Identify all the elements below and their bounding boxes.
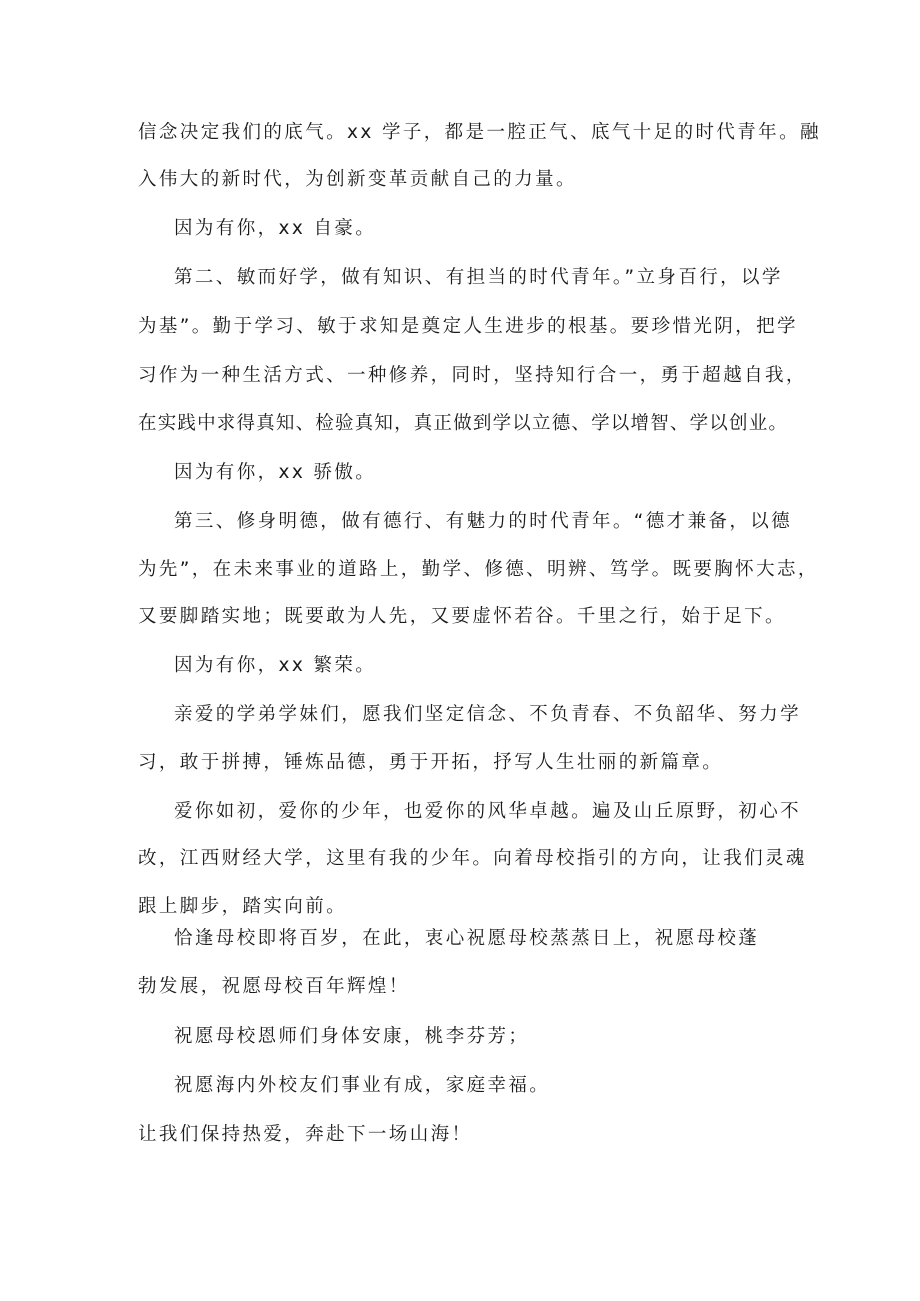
text-line: 改，江西财经大学，这里有我的少年。向着母校指引的方向，让我们灵魂 <box>138 848 807 869</box>
text-line: 为先”，在未来事业的道路上，勤学、修德、明辨、笃学。既要胸怀大志， <box>138 559 819 580</box>
text-line: 恰逢母校即将百岁，在此，衷心祝愿母校蒸蒸日上，祝愿母校蓬 <box>174 928 760 949</box>
text-line: 亲爱的学弟学妹们，愿我们坚定信念、不负青春、不负韶华、努力学 <box>174 704 802 725</box>
text-line: 因为有你，xx 自豪。 <box>174 218 377 239</box>
text-line: 因为有你，xx 骄傲。 <box>174 462 377 483</box>
text-line: 入伟大的新时代，为创新变革贡献自己的力量。 <box>138 169 577 190</box>
text-line: 让我们保持热爱，奔赴下一场山海！ <box>138 1124 473 1145</box>
text-line: 又要脚踏实地；既要敢为人先，又要虚怀若谷。千里之行，始于足下。 <box>138 606 786 627</box>
text-line: 信念决定我们的底气。xx 学子，都是一腔正气、底气十足的时代青年。融 <box>138 122 821 143</box>
text-line: 在实践中求得真知、检验真知，真正做到学以立德、学以增智、学以创业。 <box>138 413 789 434</box>
text-line: 习，敢于拼搏，锤炼品德，勇于开拓，抒写人生壮丽的新篇章。 <box>138 752 724 773</box>
text-line: 勃发展，祝愿母校百年辉煌！ <box>138 976 410 997</box>
text-line: 第三、修身明德，做有德行、有魅力的时代青年。“德才兼备，以德 <box>174 511 793 532</box>
text-line: 祝愿海内外校友们事业有成，家庭幸福。 <box>174 1075 551 1096</box>
text-line: 为基”。勤于学习、敏于求知是奠定人生进步的根基。要珍惜光阴，把学 <box>138 316 798 337</box>
text-line: 第二、敏而好学，做有知识、有担当的时代青年。”立身百行，以学 <box>174 267 783 288</box>
text-line: 爱你如初，爱你的少年，也爱你的风华卓越。遍及山丘原野，初心不 <box>174 801 802 822</box>
text-line: 因为有你，xx 繁荣。 <box>174 655 377 676</box>
text-line: 跟上脚步，踏实向前。 <box>138 896 348 917</box>
text-line: 习作为一种生活方式、一种修养，同时，坚持知行合一，勇于超越自我， <box>138 365 807 386</box>
text-line: 祝愿母校恩师们身体安康，桃李芬芳； <box>174 1026 530 1047</box>
